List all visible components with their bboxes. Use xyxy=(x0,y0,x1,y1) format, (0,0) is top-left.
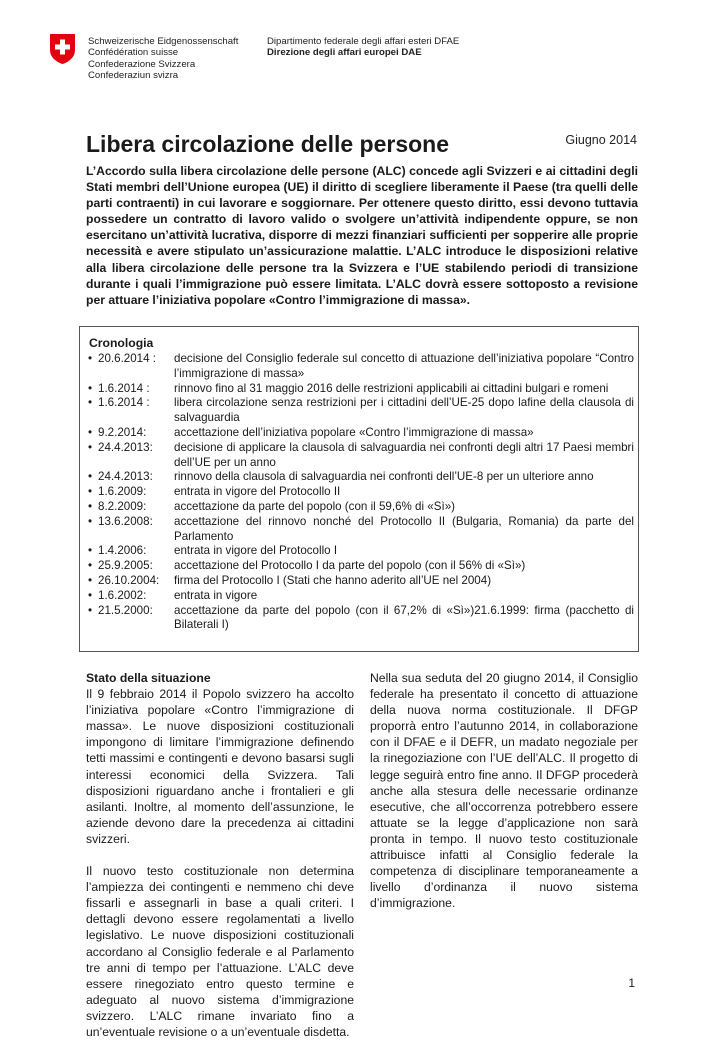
swiss-cross-shield-icon xyxy=(49,33,76,65)
chronology-date: 24.4.2013: xyxy=(98,470,153,484)
chronology-text: entrata in vigore del Protocollo II xyxy=(174,485,341,499)
chronology-date: 13.6.2008: xyxy=(98,514,153,528)
chronology-text: libera circolazione senza restrizioni per i cittadini dell’UE-25 dopo lafine della clausola di salvaguardia xyxy=(174,396,634,425)
org-line-de: Schweizerische Eidgenossenschaft xyxy=(88,36,239,47)
page-number: 1 xyxy=(628,976,635,990)
chronology-date: 1.6.2002: xyxy=(98,588,147,602)
chronology-date: 20.6.2014 : xyxy=(98,352,157,365)
chronology-item xyxy=(88,441,634,471)
org-line-rm: Confederaziun svizra xyxy=(88,70,179,82)
body-column-right xyxy=(370,670,638,927)
bullet: • xyxy=(88,425,93,439)
org-line-fr: Confédération suisse xyxy=(88,47,179,59)
chronology-text: decisione di applicare la clausola di salvaguardia nei confronti degli altri 17 Paesi membri dell’UE per un anno xyxy=(174,440,634,469)
chronology-text: entrata in vigore xyxy=(174,588,258,602)
chronology-text: accettazione da parte del popolo (con il 59,6% di «Sì») xyxy=(174,499,456,513)
bullet: • xyxy=(88,470,93,484)
bullet: • xyxy=(88,559,93,573)
bullet: • xyxy=(88,499,93,513)
chronology-item xyxy=(88,485,634,500)
bullet: • xyxy=(88,603,93,617)
chronology-text: accettazione del Protocollo I da parte del popolo (con il 56% di «Sì») xyxy=(174,559,526,573)
chronology-date: 9.2.2014: xyxy=(98,425,147,439)
chronology-item xyxy=(88,515,634,545)
bullet: • xyxy=(88,440,93,454)
chronology-text: accettazione da parte del popolo (con il 67,2% di «Sì»)21.6.1999: firma (pacchetto di Bilaterali I) xyxy=(174,603,634,632)
chronology-text: firma del Protocollo I (Stati che hanno aderito all’UE nel 2004) xyxy=(174,573,492,587)
chronology-item xyxy=(88,544,634,559)
chronology-date: 25.9.2005: xyxy=(98,559,153,573)
section-heading: Stato della situazione xyxy=(86,671,211,685)
bullet: • xyxy=(88,381,93,395)
bullet: • xyxy=(88,352,93,365)
chronology-text: accettazione del rinnovo nonché del Protocollo II (Bulgaria, Romania) da parte del Parlamento xyxy=(174,514,634,543)
chronology-text: entrata in vigore del Protocollo I xyxy=(174,544,338,558)
chronology-item xyxy=(88,500,634,515)
chronology-item xyxy=(88,382,634,397)
chronology-item xyxy=(88,352,634,382)
directorate-name: Direzione degli affari europei DAE xyxy=(267,47,422,59)
chronology-date: 24.4.2013: xyxy=(98,440,153,454)
chronology-text: decisione del Consiglio federale sul concetto di attuazione dell’iniziativa popolare “Contro l’immigrazione di massa» xyxy=(174,352,634,380)
publication-date: Giugno 2014 xyxy=(565,133,637,147)
chronology-item xyxy=(88,589,634,604)
chronology-date: 1.6.2009: xyxy=(98,485,147,499)
chronology-date: 8.2.2009: xyxy=(98,499,147,513)
chronology-date: 1.4.2006: xyxy=(98,544,147,558)
chronology-text: rinnovo fino al 31 maggio 2016 delle restrizioni applicabili ai cittadini bulgari e romeni xyxy=(174,381,609,395)
body-column-left xyxy=(86,670,354,1056)
bullet: • xyxy=(88,573,93,587)
department-block xyxy=(267,36,459,59)
page-title: Libera circolazione delle persone xyxy=(86,131,450,157)
chronology-date: 26.10.2004: xyxy=(98,573,160,587)
department-name: Dipartimento federale degli affari esteri DFAE xyxy=(267,36,460,47)
chronology-date: 1.6.2014 : xyxy=(98,381,150,395)
bullet: • xyxy=(88,544,93,558)
bullet: • xyxy=(88,588,93,602)
chronology-item xyxy=(88,604,634,634)
chronology-item xyxy=(88,559,634,574)
chronology-box xyxy=(79,326,639,652)
body-paragraph: Il nuovo testo costituzionale non determina l’ampiezza dei contingenti e nemmeno chi deve fissarli e assegnarli in base a quali criteri. I dettagli devono essere regolamentati a livello legislativo. Le nuove disposizioni costituzionali accordano al Consiglio federale e al Parlamento tre anni di tempo per l’attuazione. L’ALC deve essere rinegoziato entro questo termine e adeguato al nuovo sistema d’immigrazione svizzero. L’ALC rimane invariato fino a un’eventuale revisione o a un’eventuale disdetta. xyxy=(86,864,354,1039)
chronology-title: Cronologia xyxy=(89,336,154,350)
chronology-item xyxy=(88,470,634,485)
org-line-it: Confederazione Svizzera xyxy=(88,58,196,70)
bullet: • xyxy=(88,514,93,528)
chronology-text: rinnovo della clausola di salvaguardia nei confronti dell’UE-8 per un ulteriore anno xyxy=(174,470,594,484)
chronology-item xyxy=(88,426,634,441)
intro-paragraph: L’Accordo sulla libera circolazione delle persone (ALC) concede agli Svizzeri e ai cittadini degli Stati membri dell’Unione europea (UE) il diritto di scegliere liberamente il Paese (tra quelli delle parti contraenti) in cui lavorare e soggiornare. Per ottenere questo diritto, essi devono tuttavia possedere un contratto di lavoro valido o svolgere un’attività indipendente oppure, se non esercitano un’attività lucrativa, disporre di mezzi finanziari sufficienti per sopperire alle proprie necessità e avere stipulato un’assicurazione malattie. L’ALC introduce le disposizioni relative alla libera circolazione delle persone tra la Svizzera e l’UE stabilendo periodi di transizione durante i quali l’immigrazione può essere limitata. L’ALC dovrà essere sottoposto a revisione per attuare l’iniziativa popolare «Contro l’immigrazione di massa». xyxy=(86,164,638,307)
chronology-text: accettazione dell’iniziativa popolare «Contro l’immigrazione di massa» xyxy=(174,425,534,439)
bullet: • xyxy=(88,396,93,410)
chronology-item xyxy=(88,574,634,589)
chronology-date: 1.6.2014 : xyxy=(98,396,150,410)
federation-name xyxy=(88,36,238,82)
body-paragraph xyxy=(86,670,354,847)
body-paragraph-text: Il 9 febbraio 2014 il Popolo svizzero ha accolto l’iniziativa popolare «Contro l’immigrazione di massa». Le nuove disposizioni costituzionali impongono di limitare l’immigrazione definendo tetti massimi e contingenti e devono basarsi sugli interessi economici della Svizzera. Tali disposizioni riguardano anche i frontalieri e gli asilanti. Inoltre, al momento dell’assunzione, le aziende devono dare la precedenza ai cittadini svizzeri. xyxy=(86,687,354,846)
chronology-date: 21.5.2000: xyxy=(98,603,153,617)
chronology-item xyxy=(88,396,634,426)
body-paragraph: Nella sua seduta del 20 giugno 2014, il Consiglio federale ha presentato il concetto di attuazione della nuova norma costituzionale. Il DFGP proporrà entro l’autunno 2014, in collaborazione con il DFAE e il DEFR, un madato negoziale per la rinegoziazione con l’UE dell’ALC. Il progetto di legge seguirà entro fine anno. Il DFGP procederà anche alla stesura delle necessarie ordinanze esecutive, che all’occorrenza potrebbero essere attuate se la legge d’applicazione non sarà pronta in tempo. Il nuovo testo costituzionale attribuisce infatti al Consiglio federale la competenza di disciplinare temporaneamente a livello d’ordinanza il nuovo sistema d’immigrazione. xyxy=(370,671,638,911)
chronology-list xyxy=(88,352,634,633)
bullet: • xyxy=(88,485,93,499)
